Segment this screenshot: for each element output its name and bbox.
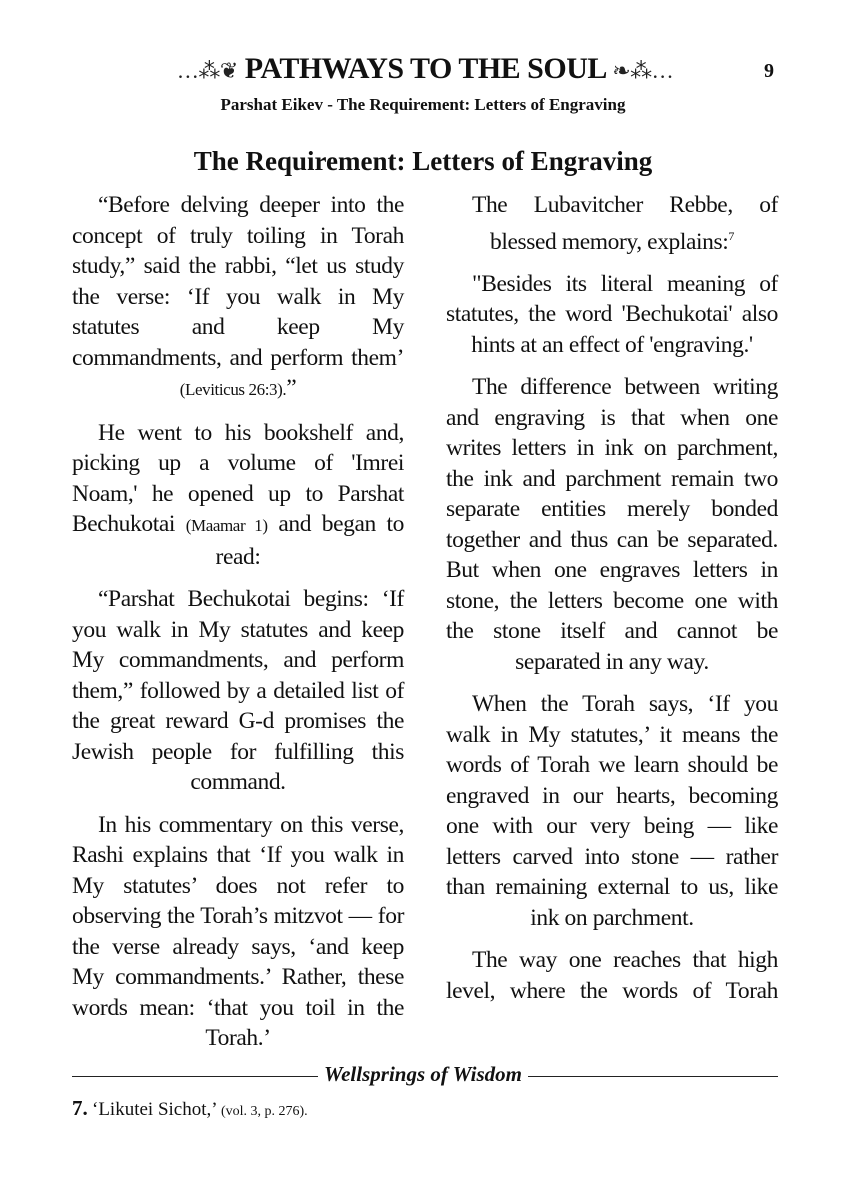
paragraph: The way one reaches that high level, where the words of Torah [446, 947, 778, 1004]
article-title: The Requirement: Letters of Engraving [193, 146, 653, 176]
paragraph-text: He went to his bookshelf and, picking up a volume of 'Imrei Noam,' he opened up to Parshat Bechukotai [72, 419, 404, 537]
footnote-text: ‘Likutei Sichot,’ [92, 1099, 221, 1120]
divider-label-text: Wellsprings of Wisdom [318, 1062, 528, 1086]
paragraph-text: “Before delving deeper into the concept of truly toiling in Torah study,” said the rabbi, “let us study the verse: ‘If you walk in My statutes and keep My commandments, and perform them’ [72, 192, 404, 371]
running-title [130, 52, 720, 86]
paragraph-text: ” [286, 375, 297, 401]
paragraph-text: The Lubavitcher Rebbe, of blessed memory, explains: [472, 192, 778, 255]
paragraph-text: and began to read: [215, 511, 405, 570]
paragraph: When the Torah says, ‘If you walk in My statutes,’ it means the words of Torah we learn should be engraved in our hearts, becoming one with our very being — like letters carved into stone — rather than remaining external to us, like ink on parchment. [446, 691, 778, 931]
paragraph [446, 190, 778, 257]
ornament-left-icon: …⁂❦ [176, 58, 238, 83]
paragraph: The difference between writing and engraving is that when one writes letters in ink on parchment, the ink and parchment remain two separate entities merely bonded together and thus can be separated. But when one engraves letters in stone, the letters become one with the stone itself and cannot be separated in any way. [446, 374, 778, 675]
citation: (Leviticus 26:3). [179, 380, 287, 399]
citation: (Maamar 1) [185, 516, 268, 535]
left-column [72, 190, 404, 1066]
footnote-ref[interactable]: 7 [728, 228, 735, 243]
paragraph [72, 190, 404, 406]
footnote [72, 1096, 308, 1121]
right-column [446, 190, 778, 1018]
paragraph [72, 418, 404, 573]
chapter-subtitle: Parshat Eikev - The Requirement: Letters of Engraving [220, 95, 626, 114]
footnote-citation: (vol. 3, p. 276). [220, 1104, 308, 1119]
ornament-right-icon: ❧⁂… [612, 58, 674, 83]
footer-divider-label [0, 1062, 846, 1087]
paragraph: “Parshat Bechukotai begins: ‘If you walk in My statutes and keep My commandments, and perform them,” followed by a detailed list of the great reward G-d promises the Jewish people for fulfilling this command. [72, 586, 404, 795]
running-title-text: PATHWAYS TO THE SOUL [244, 52, 606, 85]
page-number: 9 [764, 60, 774, 82]
paragraph: In his commentary on this verse, Rashi explains that ‘If you walk in My statutes’ does not refer to observing the Torah’s mitzvot — for the verse already says, ‘and keep My commandments.’ Rather, these words mean: ‘that you toil in the Torah.’ [72, 811, 404, 1051]
paragraph: "Besides its literal meaning of statutes, the word 'Bechukotai' also hints at an effect of 'engraving.' [446, 270, 778, 358]
footnote-number: 7. [72, 1096, 88, 1120]
